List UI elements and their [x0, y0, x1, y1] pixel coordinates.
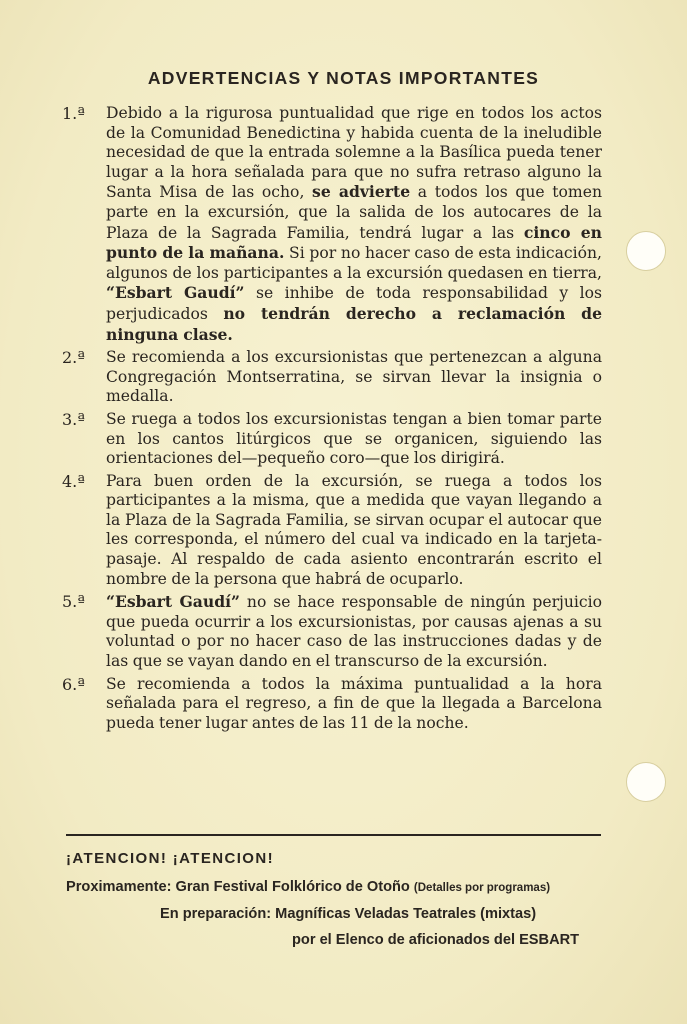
note-item [62, 348, 602, 407]
punch-hole [626, 231, 666, 271]
upcoming-label: Proximamente: [66, 879, 172, 895]
attention-heading: ¡ATENCION! ¡ATENCION! [66, 850, 274, 867]
note-text [106, 410, 602, 469]
punch-hole [626, 762, 666, 802]
note-emphasis: “Esbart Gaudí” [106, 592, 241, 612]
note-item [62, 104, 602, 345]
divider [66, 834, 601, 836]
note-text-segment: se inhibe de toda responsabilidad y los perjudicados [106, 284, 603, 323]
upcoming-text: Gran Festival Folklórico de Otoño [175, 879, 410, 895]
upcoming-note: (Detalles por programas) [413, 882, 551, 894]
note-emphasis: “Esbart Gaudí” [106, 283, 245, 303]
note-text [106, 472, 602, 590]
note-item [62, 675, 602, 734]
note-number: 2.ª [62, 348, 85, 368]
page-title: ADVERTENCIAS Y NOTAS IMPORTANTES [147, 68, 540, 88]
preparation-line [160, 906, 536, 922]
note-text [106, 675, 602, 734]
upcoming-line [66, 879, 550, 895]
note-text-segment: a todos los que tomen parte en la excursión, que la salida de los autocares de la Plaza de la Sagrada Familia, tendrá lugar a las [106, 183, 602, 242]
note-number: 6.ª [62, 674, 85, 694]
note-text [106, 348, 602, 407]
notes-list [62, 104, 602, 736]
note-item [62, 472, 602, 590]
note-text-segment: no se hace responsable de ningún perjuicio que pueda ocurrir a los excursionistas, por causas ajenas a su voluntad o por no hacer caso de las instrucciones dadas y de las que se vayan dando en el transcurso de la excursión. [106, 593, 603, 671]
preparation-label: En preparación: [160, 906, 272, 922]
note-text [106, 104, 602, 345]
note-text-segment: Debido a la rigurosa puntualidad que rige en todos los actos de la Comunidad Benedictina y habida cuenta de la ineludible necesidad de que la entrada solemne a la Basílica pueda tener lugar a la hora señalada para que no sufra retraso alguno la Santa Misa de las ocho, [106, 104, 602, 202]
note-number: 5.ª [62, 592, 85, 612]
note-emphasis: cinco en punto de la mañana. [106, 222, 602, 263]
cast-line: por el Elenco de aficionados del ESBART [292, 932, 580, 948]
note-number: 4.ª [62, 471, 85, 491]
note-text-segment: Se recomienda a los excursionistas que pertenezcan a alguna Congregación Montserratina, se sirvan llevar la insignia o medalla. [106, 348, 602, 406]
note-emphasis: se advierte [312, 182, 411, 202]
note-text-segment: Se ruega a todos los excursionistas tengan a bien tomar parte en los cantos litúrgicos que se organicen, siguiendo las orientaciones del—pequeño coro—que los dirigirá. [106, 409, 602, 468]
note-number: 1.ª [62, 104, 85, 123]
note-emphasis: no tendrán derecho a reclamación de ninguna clase. [106, 303, 603, 344]
note-text [106, 592, 602, 671]
note-text-segment: Se recomienda a todos la máxima puntualidad a la hora señalada para el regreso, a fin de que la llegada a Barcelona pueda tener lugar antes de las 11 de la noche. [106, 674, 602, 732]
note-text-segment: Si por no hacer caso de esta indicación, algunos de los participantes a la excursión quedasen en tierra, [106, 244, 602, 282]
note-item [62, 410, 602, 469]
note-number: 3.ª [62, 409, 85, 429]
note-item [62, 592, 602, 671]
note-text-segment: Para buen orden de la excursión, se ruega a todos los participantes a la misma, que a medida que vayan llegando a la Plaza de la Sagrada Familia, se sirvan ocupar el autocar que les corresponda, el número del cual va indicado en la tarjeta-pasaje. Al respaldo de cada asiento encontrarán escrito el nombre de la persona que habrá de ocuparlo. [106, 471, 602, 588]
preparation-text: Magníficas Veladas Teatrales (mixtas) [275, 906, 537, 922]
